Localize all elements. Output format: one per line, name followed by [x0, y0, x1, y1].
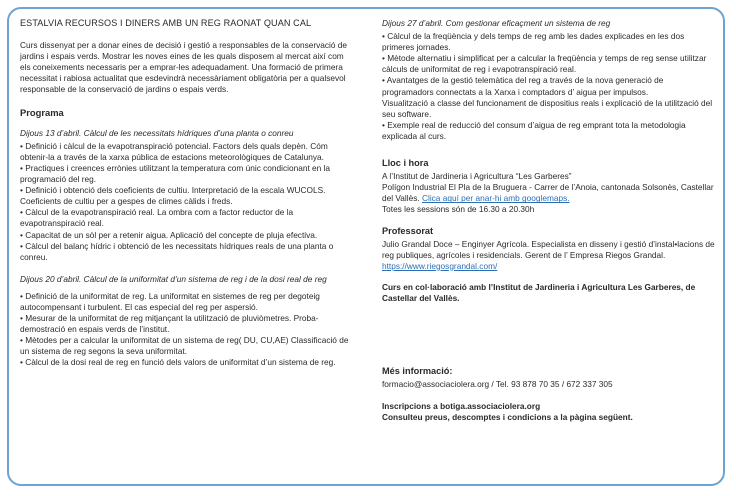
- program-title: Programa: [20, 106, 64, 118]
- course-intro: Curs dissenyat per a donar eines de decisió i gestió a responsables de la conservació de jardins i espais verds. Mostrar les noves eines de les quals disposem al mercat així com els coneixements necessaris per a emprar-les adequadament. Una formació de primera necessitat i rabiosa actualitat que esdevindrà necessàriament obligatòria per a qualsevol responsable de la conservació de jardins o espais verds.: [20, 40, 347, 95]
- conditions-line: Consulteu preus, descomptes i condicions a la pàgina següent.: [382, 412, 633, 423]
- signup-line: Inscripcions a botiga.associaciolera.org: [382, 401, 541, 412]
- session-3-item: • Mètode alternatiu i simplificat per a calcular la freqüència y temps de reg sense utilitzar càlculs de uniformitat de reg i evapotranspiració real.: [382, 53, 707, 75]
- session-1-item: • Capacitat de un sòl per a retenir aigua. Aplicació del concepte de pluja efectiva.: [20, 229, 318, 240]
- session-3-title: Dijous 27 d’abril. Com gestionar eficaçment un sistema de reg: [382, 18, 611, 28]
- session-1-title: Dijous 13 d’abril. Càlcul de les necessitats hídriques d’una planta o conreu: [20, 127, 294, 138]
- session-2-item: • Mètodes per a calcular la uniformitat de un sistema de reg( DU, CU,AE) Classificació de un sistema de reg segons la seva uniformitat.: [20, 335, 349, 357]
- session-3-item: • Exemple real de reducció del consum d’aigua de reg emprant tota la metodologia explicada al curs.: [382, 119, 686, 141]
- riegosgrandal-link[interactable]: https://www.riegosgrandal.com/: [382, 260, 498, 271]
- session-1-item: • Definició i obtenció dels coeficients de cultiu. Interpretació de la escala WUCOLS. Coeficients de cultiu per a gespes de climes càlids i freds.: [20, 185, 326, 207]
- info-title: Més informació:: [382, 366, 453, 377]
- location-schedule: Totes les sessions són de 16.30 a 20.30h: [382, 204, 535, 215]
- session-1-item: • Càlcul del balanç hídric i obtenció de les necessitats hídriques reals de una planta o conreu.: [20, 240, 334, 262]
- session-3-item: Visualització a classe del funcionament de dispositius reals i explicació de la utilització del seu software.: [382, 97, 713, 119]
- session-3-item: • Avantatges de la gestió telemàtica del reg a través de la nova generació de programadors connectats a la Xarxa i comptadors d’ aigua per impulsos.: [382, 75, 664, 97]
- location-institute: A l’Institut de Jardineria i Agricultura “Les Garberes”: [382, 171, 572, 182]
- session-1-item: • Càlcul de la evapotranspiració real. La ombra com a factor reductor de la evapotranspiració real.: [20, 207, 294, 229]
- teacher-bio: [382, 239, 716, 272]
- session-2-item: • Mesurar de la uniformitat de reg mitjançant la utilització de pluviòmetres. Proba- demostració en espais verds de l’institut.: [20, 313, 319, 335]
- collaboration-note: Curs en col·laboració amb l’Institut de Jardineria i Agricultura Les Garberes, de Castellar del Vallès.: [382, 281, 696, 303]
- session-1-item: • Definició i càlcul de la evapotranspiració potencial. Factors dels quals depèn. Cóm obtenir-la a través de la xarxa pública de estacions meteorològiques de Catalunya.: [20, 140, 328, 162]
- session-1-item: • Practiques i creences errònies utilitzant la temperatura com únic condicionant en la programació del reg.: [20, 162, 331, 185]
- left-column: [20, 18, 356, 369]
- location-address: [382, 182, 716, 204]
- session-2-item: • Càlcul de la dosi real de reg en funció dels valors de uniformitat d’un sistema de reg.: [20, 357, 336, 368]
- contact-line: formacio@associaciolera.org / Tel. 93 878 70 35 / 672 337 305: [382, 379, 613, 390]
- right-column: [382, 18, 716, 423]
- teacher-title: Professorat: [382, 225, 434, 236]
- course-heading: ESTALVIA RECURSOS I DINERS AMB UN REG RAONAT QUAN CAL: [20, 18, 312, 28]
- teacher-bio-text: Julio Grandal Doce – Enginyer Agrícola. Especialista en disseny i gestió d’instal•lacions de reg publiques, agrícoles i residencials. Gerent de l’ Empresa Riegos Grandal.: [382, 238, 715, 260]
- location-address-text: Polígon Industrial El Pla de la Bruguera - Carrer de l’Anoia, cantonada Solsonès, Castellar del Vallès.: [382, 182, 714, 204]
- googlemaps-link[interactable]: Clica aquí per anar-hi amb googlemaps.: [421, 193, 570, 204]
- session-3-item: • Càlcul de la freqüència y dels temps de reg amb les dades explicades en les dos primeres jornades.: [382, 31, 685, 53]
- session-2-title: Dijous 20 d’abril. Càlcul de la uniformitat d’un sistema de reg i de la dosi real de reg: [20, 273, 327, 284]
- session-2-item: • Definició de la uniformitat de reg. La uniformitat en sistemes de reg per degoteig autocompensant i turbulent. El cas especial del reg per aspersió.: [20, 290, 320, 312]
- location-title: Lloc i hora: [382, 158, 429, 169]
